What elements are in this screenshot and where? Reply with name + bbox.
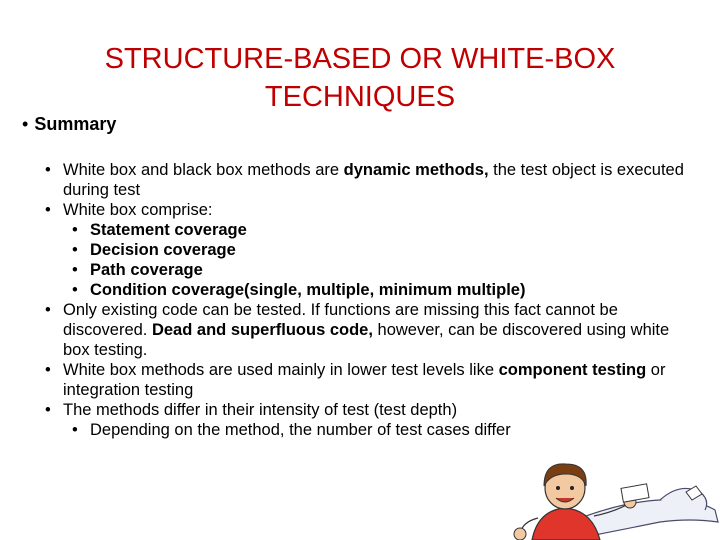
bullet: •	[45, 361, 51, 379]
summary-label: Summary	[34, 114, 117, 134]
item-text: however, can be discovered using white box testing.	[63, 321, 670, 359]
item-text: Depending on the method, the number of test cases differ	[90, 421, 511, 439]
item-text: White box comprise:	[63, 201, 213, 219]
item-text: Decision coverage	[90, 241, 236, 259]
bullet: •	[72, 241, 78, 259]
item-text: White box methods are used mainly in lower test levels like	[63, 361, 499, 379]
sub-list-item	[72, 240, 685, 260]
item-text: Only existing code can be tested. If functions are missing this fact cannot be discovered.	[63, 301, 618, 339]
list-item	[45, 360, 685, 400]
sub-list-item	[72, 260, 685, 280]
item-text: Statement coverage	[90, 221, 247, 239]
bullet: •	[72, 281, 78, 299]
list-item	[45, 200, 685, 220]
bullet: •	[72, 221, 78, 239]
slide-title	[90, 40, 630, 116]
item-text: Path coverage	[90, 261, 203, 279]
bullet: •	[45, 161, 51, 179]
item-bold-text: dynamic methods,	[343, 161, 489, 179]
person-reading-scroll-illustration	[510, 452, 720, 540]
list-item	[45, 400, 685, 420]
bullet: •	[45, 201, 51, 219]
item-text: or integration testing	[63, 361, 666, 399]
sub-list-item	[72, 420, 685, 440]
title-line-2: TECHNIQUES	[264, 81, 456, 113]
sub-list-item	[72, 280, 685, 300]
bullet: •	[72, 421, 78, 439]
item-bold-text: component testing	[498, 361, 647, 379]
item-text: The methods differ in their intensity of test (test depth)	[63, 401, 458, 419]
bullet-list	[45, 160, 685, 440]
bullet: •	[45, 301, 51, 319]
sub-list-item	[72, 220, 685, 240]
list-item	[45, 300, 685, 360]
summary-heading	[22, 114, 116, 135]
item-text: White box and black box methods are	[63, 161, 344, 179]
bullet: •	[45, 401, 51, 419]
item-text: Condition coverage(single, multiple, minimum multiple)	[90, 281, 526, 299]
item-text: the test object is executed during test	[63, 161, 684, 199]
title-line-1: STRUCTURE-BASED OR WHITE-BOX	[104, 43, 616, 75]
item-bold-text: Dead and superfluous code,	[151, 321, 373, 339]
bullet: •	[72, 261, 78, 279]
list-item	[45, 160, 685, 200]
bullet: •	[22, 114, 29, 134]
